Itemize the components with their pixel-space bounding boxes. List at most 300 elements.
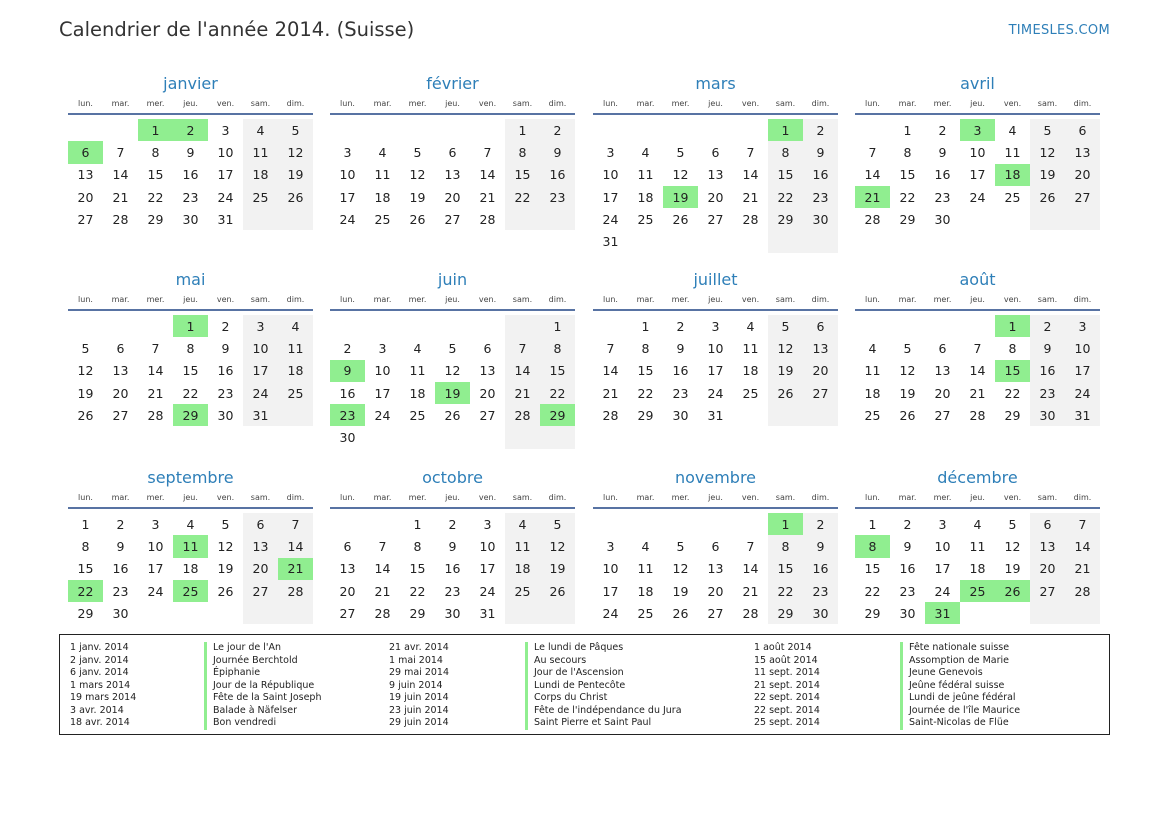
day-cell[interactable]: 16: [339, 385, 356, 401]
day-cell[interactable]: 10: [479, 538, 496, 554]
day-cell[interactable]: 30: [934, 211, 951, 227]
day-cell[interactable]: 14: [147, 363, 164, 379]
day-cell[interactable]: 4: [973, 516, 982, 532]
day-cell[interactable]: 14: [864, 167, 881, 183]
day-cell[interactable]: 27: [112, 407, 129, 423]
day-cell[interactable]: 17: [602, 583, 619, 599]
day-cell[interactable]: 12: [1030, 141, 1065, 163]
day-cell[interactable]: 5: [1030, 119, 1065, 141]
day-cell[interactable]: 3: [151, 516, 160, 532]
day-cell[interactable]: 22: [147, 189, 164, 205]
day-cell[interactable]: 2: [116, 516, 125, 532]
day-cell[interactable]: 18: [742, 363, 759, 379]
day-cell[interactable]: 14: [374, 561, 391, 577]
day-cell[interactable]: 10: [374, 363, 391, 379]
day-cell[interactable]: 24: [217, 189, 234, 205]
day-cell[interactable]: 9: [803, 141, 838, 163]
day-cell[interactable]: 4: [1008, 122, 1017, 138]
day-cell[interactable]: 2: [676, 318, 685, 334]
day-cell[interactable]: 16: [444, 561, 461, 577]
day-cell[interactable]: 21: [742, 583, 759, 599]
day-cell[interactable]: 15: [899, 167, 916, 183]
day-cell[interactable]: 17: [1065, 360, 1100, 382]
day-cell[interactable]: 20: [77, 189, 94, 205]
day-cell[interactable]: 8: [540, 337, 575, 359]
day-cell[interactable]: 6: [938, 340, 947, 356]
day-cell[interactable]: 3: [221, 122, 230, 138]
holiday-day-cell[interactable]: 18: [995, 164, 1030, 186]
day-cell[interactable]: 11: [637, 561, 654, 577]
day-cell[interactable]: 6: [116, 340, 125, 356]
day-cell[interactable]: 29: [1004, 407, 1021, 423]
day-cell[interactable]: 12: [77, 363, 94, 379]
day-cell[interactable]: 15: [540, 360, 575, 382]
day-cell[interactable]: 30: [339, 430, 356, 446]
day-cell[interactable]: 3: [243, 315, 278, 337]
day-cell[interactable]: 22: [768, 580, 803, 602]
holiday-day-cell[interactable]: 1: [138, 119, 173, 141]
day-cell[interactable]: 13: [707, 561, 724, 577]
day-cell[interactable]: 18: [864, 385, 881, 401]
day-cell[interactable]: 12: [1004, 538, 1021, 554]
day-cell[interactable]: 13: [479, 363, 496, 379]
holiday-day-cell[interactable]: 15: [995, 360, 1030, 382]
day-cell[interactable]: 8: [1008, 340, 1017, 356]
day-cell[interactable]: 27: [339, 605, 356, 621]
day-cell[interactable]: 10: [934, 538, 951, 554]
day-cell[interactable]: 2: [540, 119, 575, 141]
day-cell[interactable]: 22: [768, 186, 803, 208]
day-cell[interactable]: 22: [864, 583, 881, 599]
day-cell[interactable]: 4: [868, 340, 877, 356]
day-cell[interactable]: 17: [374, 385, 391, 401]
day-cell[interactable]: 14: [112, 167, 129, 183]
day-cell[interactable]: 12: [672, 167, 689, 183]
brand-link[interactable]: TIMESLES.COM: [1008, 23, 1110, 38]
day-cell[interactable]: 26: [77, 407, 94, 423]
holiday-day-cell[interactable]: 21: [278, 558, 313, 580]
day-cell[interactable]: 14: [602, 363, 619, 379]
day-cell[interactable]: 8: [186, 340, 195, 356]
day-cell[interactable]: 25: [505, 580, 540, 602]
day-cell[interactable]: 19: [768, 360, 803, 382]
holiday-day-cell[interactable]: 1: [173, 315, 208, 337]
day-cell[interactable]: 12: [899, 363, 916, 379]
day-cell[interactable]: 29: [768, 208, 803, 230]
day-cell[interactable]: 8: [768, 141, 803, 163]
day-cell[interactable]: 4: [641, 538, 650, 554]
day-cell[interactable]: 8: [641, 340, 650, 356]
day-cell[interactable]: 20: [803, 360, 838, 382]
day-cell[interactable]: 20: [112, 385, 129, 401]
day-cell[interactable]: 28: [147, 407, 164, 423]
day-cell[interactable]: 27: [707, 605, 724, 621]
day-cell[interactable]: 29: [899, 211, 916, 227]
day-cell[interactable]: 15: [768, 558, 803, 580]
holiday-day-cell[interactable]: 21: [855, 186, 890, 208]
day-cell[interactable]: 19: [1030, 164, 1065, 186]
holiday-day-cell[interactable]: 1: [768, 119, 803, 141]
day-cell[interactable]: 23: [672, 385, 689, 401]
day-cell[interactable]: 22: [409, 583, 426, 599]
day-cell[interactable]: 13: [1065, 141, 1100, 163]
day-cell[interactable]: 10: [707, 340, 724, 356]
day-cell[interactable]: 7: [973, 340, 982, 356]
day-cell[interactable]: 26: [278, 186, 313, 208]
day-cell[interactable]: 11: [374, 167, 391, 183]
day-cell[interactable]: 30: [1030, 404, 1065, 426]
day-cell[interactable]: 30: [217, 407, 234, 423]
day-cell[interactable]: 12: [217, 538, 234, 554]
day-cell[interactable]: 5: [676, 538, 685, 554]
day-cell[interactable]: 8: [768, 535, 803, 557]
day-cell[interactable]: 12: [540, 535, 575, 557]
day-cell[interactable]: 7: [606, 340, 615, 356]
day-cell[interactable]: 25: [278, 382, 313, 404]
day-cell[interactable]: 14: [742, 561, 759, 577]
day-cell[interactable]: 9: [186, 144, 195, 160]
day-cell[interactable]: 4: [746, 318, 755, 334]
day-cell[interactable]: 23: [444, 583, 461, 599]
day-cell[interactable]: 30: [182, 211, 199, 227]
day-cell[interactable]: 18: [969, 561, 986, 577]
day-cell[interactable]: 10: [969, 144, 986, 160]
day-cell[interactable]: 10: [1065, 337, 1100, 359]
day-cell[interactable]: 13: [112, 363, 129, 379]
day-cell[interactable]: 19: [409, 189, 426, 205]
day-cell[interactable]: 11: [637, 167, 654, 183]
day-cell[interactable]: 21: [1065, 558, 1100, 580]
day-cell[interactable]: 2: [938, 122, 947, 138]
day-cell[interactable]: 17: [339, 189, 356, 205]
day-cell[interactable]: 28: [969, 407, 986, 423]
holiday-day-cell[interactable]: 29: [540, 404, 575, 426]
day-cell[interactable]: 10: [339, 167, 356, 183]
day-cell[interactable]: 17: [602, 189, 619, 205]
day-cell[interactable]: 25: [374, 211, 391, 227]
day-cell[interactable]: 12: [444, 363, 461, 379]
day-cell[interactable]: 5: [413, 144, 422, 160]
day-cell[interactable]: 28: [479, 211, 496, 227]
day-cell[interactable]: 24: [969, 189, 986, 205]
day-cell[interactable]: 22: [182, 385, 199, 401]
holiday-day-cell[interactable]: 2: [173, 119, 208, 141]
day-cell[interactable]: 17: [243, 360, 278, 382]
day-cell[interactable]: 19: [899, 385, 916, 401]
day-cell[interactable]: 12: [672, 561, 689, 577]
day-cell[interactable]: 24: [1065, 382, 1100, 404]
day-cell[interactable]: 7: [505, 337, 540, 359]
day-cell[interactable]: 11: [742, 340, 759, 356]
day-cell[interactable]: 21: [112, 189, 129, 205]
day-cell[interactable]: 28: [1065, 580, 1100, 602]
day-cell[interactable]: 19: [278, 164, 313, 186]
holiday-day-cell[interactable]: 19: [663, 186, 698, 208]
day-cell[interactable]: 6: [343, 538, 352, 554]
day-cell[interactable]: 1: [903, 122, 912, 138]
day-cell[interactable]: 5: [221, 516, 230, 532]
day-cell[interactable]: 3: [938, 516, 947, 532]
day-cell[interactable]: 3: [1065, 315, 1100, 337]
day-cell[interactable]: 15: [864, 561, 881, 577]
day-cell[interactable]: 15: [182, 363, 199, 379]
day-cell[interactable]: 19: [540, 558, 575, 580]
day-cell[interactable]: 20: [1030, 558, 1065, 580]
day-cell[interactable]: 17: [707, 363, 724, 379]
day-cell[interactable]: 7: [1065, 513, 1100, 535]
day-cell[interactable]: 23: [803, 186, 838, 208]
day-cell[interactable]: 17: [969, 167, 986, 183]
holiday-day-cell[interactable]: 23: [330, 404, 365, 426]
day-cell[interactable]: 3: [606, 538, 615, 554]
day-cell[interactable]: 12: [278, 141, 313, 163]
day-cell[interactable]: 27: [803, 382, 838, 404]
day-cell[interactable]: 2: [448, 516, 457, 532]
day-cell[interactable]: 8: [903, 144, 912, 160]
day-cell[interactable]: 5: [676, 144, 685, 160]
day-cell[interactable]: 6: [711, 538, 720, 554]
day-cell[interactable]: 6: [1065, 119, 1100, 141]
day-cell[interactable]: 13: [243, 535, 278, 557]
day-cell[interactable]: 13: [1030, 535, 1065, 557]
day-cell[interactable]: 14: [278, 535, 313, 557]
day-cell[interactable]: 18: [409, 385, 426, 401]
day-cell[interactable]: 4: [505, 513, 540, 535]
day-cell[interactable]: 15: [409, 561, 426, 577]
day-cell[interactable]: 11: [505, 535, 540, 557]
day-cell[interactable]: 5: [768, 315, 803, 337]
day-cell[interactable]: 7: [746, 538, 755, 554]
day-cell[interactable]: 25: [637, 211, 654, 227]
day-cell[interactable]: 27: [444, 211, 461, 227]
day-cell[interactable]: 23: [803, 580, 838, 602]
day-cell[interactable]: 24: [479, 583, 496, 599]
day-cell[interactable]: 21: [969, 385, 986, 401]
holiday-day-cell[interactable]: 19: [435, 382, 470, 404]
day-cell[interactable]: 2: [343, 340, 352, 356]
day-cell[interactable]: 22: [540, 382, 575, 404]
holiday-day-cell[interactable]: 1: [768, 513, 803, 535]
day-cell[interactable]: 5: [81, 340, 90, 356]
day-cell[interactable]: 17: [479, 561, 496, 577]
day-cell[interactable]: 24: [707, 385, 724, 401]
day-cell[interactable]: 16: [217, 363, 234, 379]
day-cell[interactable]: 6: [483, 340, 492, 356]
day-cell[interactable]: 31: [602, 234, 619, 250]
day-cell[interactable]: 30: [444, 605, 461, 621]
day-cell[interactable]: 18: [374, 189, 391, 205]
day-cell[interactable]: 29: [77, 605, 94, 621]
day-cell[interactable]: 9: [116, 538, 125, 554]
day-cell[interactable]: 10: [217, 144, 234, 160]
day-cell[interactable]: 3: [343, 144, 352, 160]
day-cell[interactable]: 14: [1065, 535, 1100, 557]
day-cell[interactable]: 28: [278, 580, 313, 602]
day-cell[interactable]: 20: [444, 189, 461, 205]
day-cell[interactable]: 29: [147, 211, 164, 227]
day-cell[interactable]: 4: [641, 144, 650, 160]
day-cell[interactable]: 25: [864, 407, 881, 423]
day-cell[interactable]: 5: [1008, 516, 1017, 532]
day-cell[interactable]: 23: [182, 189, 199, 205]
holiday-day-cell[interactable]: 3: [960, 119, 995, 141]
day-cell[interactable]: 25: [742, 385, 759, 401]
day-cell[interactable]: 31: [1065, 404, 1100, 426]
day-cell[interactable]: 3: [711, 318, 720, 334]
day-cell[interactable]: 7: [278, 513, 313, 535]
day-cell[interactable]: 2: [1030, 315, 1065, 337]
holiday-day-cell[interactable]: 31: [925, 602, 960, 624]
day-cell[interactable]: 26: [444, 407, 461, 423]
day-cell[interactable]: 13: [77, 167, 94, 183]
holiday-day-cell[interactable]: 8: [855, 535, 890, 557]
day-cell[interactable]: 11: [1004, 144, 1021, 160]
day-cell[interactable]: 30: [899, 605, 916, 621]
day-cell[interactable]: 15: [637, 363, 654, 379]
holiday-day-cell[interactable]: 25: [960, 580, 995, 602]
holiday-day-cell[interactable]: 1: [995, 315, 1030, 337]
day-cell[interactable]: 24: [243, 382, 278, 404]
day-cell[interactable]: 8: [81, 538, 90, 554]
day-cell[interactable]: 9: [448, 538, 457, 554]
day-cell[interactable]: 16: [934, 167, 951, 183]
day-cell[interactable]: 17: [934, 561, 951, 577]
day-cell[interactable]: 8: [505, 141, 540, 163]
day-cell[interactable]: 7: [378, 538, 387, 554]
day-cell[interactable]: 9: [676, 340, 685, 356]
day-cell[interactable]: 18: [505, 558, 540, 580]
day-cell[interactable]: 7: [746, 144, 755, 160]
day-cell[interactable]: 16: [1030, 360, 1065, 382]
day-cell[interactable]: 1: [540, 315, 575, 337]
day-cell[interactable]: 31: [707, 407, 724, 423]
day-cell[interactable]: 4: [278, 315, 313, 337]
day-cell[interactable]: 13: [444, 167, 461, 183]
day-cell[interactable]: 22: [899, 189, 916, 205]
day-cell[interactable]: 31: [243, 404, 278, 426]
day-cell[interactable]: 29: [864, 605, 881, 621]
day-cell[interactable]: 13: [803, 337, 838, 359]
day-cell[interactable]: 27: [1030, 580, 1065, 602]
day-cell[interactable]: 4: [243, 119, 278, 141]
day-cell[interactable]: 20: [1065, 164, 1100, 186]
day-cell[interactable]: 15: [768, 164, 803, 186]
day-cell[interactable]: 3: [378, 340, 387, 356]
day-cell[interactable]: 20: [243, 558, 278, 580]
day-cell[interactable]: 4: [413, 340, 422, 356]
day-cell[interactable]: 2: [803, 119, 838, 141]
day-cell[interactable]: 30: [803, 208, 838, 230]
day-cell[interactable]: 19: [1004, 561, 1021, 577]
day-cell[interactable]: 24: [602, 211, 619, 227]
day-cell[interactable]: 30: [672, 407, 689, 423]
day-cell[interactable]: 21: [602, 385, 619, 401]
day-cell[interactable]: 21: [479, 189, 496, 205]
day-cell[interactable]: 20: [707, 189, 724, 205]
day-cell[interactable]: 20: [479, 385, 496, 401]
day-cell[interactable]: 21: [505, 382, 540, 404]
day-cell[interactable]: 8: [151, 144, 160, 160]
day-cell[interactable]: 18: [243, 164, 278, 186]
day-cell[interactable]: 18: [278, 360, 313, 382]
day-cell[interactable]: 1: [505, 119, 540, 141]
day-cell[interactable]: 26: [768, 382, 803, 404]
day-cell[interactable]: 13: [339, 561, 356, 577]
day-cell[interactable]: 16: [112, 561, 129, 577]
day-cell[interactable]: 8: [413, 538, 422, 554]
day-cell[interactable]: 26: [672, 605, 689, 621]
holiday-day-cell[interactable]: 29: [173, 404, 208, 426]
day-cell[interactable]: 18: [637, 189, 654, 205]
day-cell[interactable]: 6: [448, 144, 457, 160]
day-cell[interactable]: 14: [742, 167, 759, 183]
day-cell[interactable]: 10: [147, 538, 164, 554]
day-cell[interactable]: 28: [505, 404, 540, 426]
day-cell[interactable]: 16: [540, 164, 575, 186]
day-cell[interactable]: 20: [934, 385, 951, 401]
holiday-day-cell[interactable]: 11: [173, 535, 208, 557]
day-cell[interactable]: 16: [803, 164, 838, 186]
day-cell[interactable]: 26: [1030, 186, 1065, 208]
day-cell[interactable]: 14: [505, 360, 540, 382]
day-cell[interactable]: 13: [934, 363, 951, 379]
day-cell[interactable]: 28: [742, 605, 759, 621]
day-cell[interactable]: 24: [374, 407, 391, 423]
day-cell[interactable]: 21: [374, 583, 391, 599]
day-cell[interactable]: 3: [606, 144, 615, 160]
day-cell[interactable]: 1: [413, 516, 422, 532]
day-cell[interactable]: 20: [707, 583, 724, 599]
day-cell[interactable]: 30: [803, 602, 838, 624]
day-cell[interactable]: 15: [77, 561, 94, 577]
day-cell[interactable]: 26: [899, 407, 916, 423]
day-cell[interactable]: 9: [903, 538, 912, 554]
day-cell[interactable]: 5: [278, 119, 313, 141]
day-cell[interactable]: 15: [505, 164, 540, 186]
day-cell[interactable]: 11: [243, 141, 278, 163]
day-cell[interactable]: 12: [768, 337, 803, 359]
day-cell[interactable]: 10: [243, 337, 278, 359]
day-cell[interactable]: 9: [221, 340, 230, 356]
day-cell[interactable]: 16: [803, 558, 838, 580]
day-cell[interactable]: 18: [182, 561, 199, 577]
day-cell[interactable]: 31: [217, 211, 234, 227]
day-cell[interactable]: 20: [339, 583, 356, 599]
day-cell[interactable]: 26: [672, 211, 689, 227]
day-cell[interactable]: 6: [803, 315, 838, 337]
day-cell[interactable]: 7: [483, 144, 492, 160]
day-cell[interactable]: 23: [540, 186, 575, 208]
day-cell[interactable]: 27: [934, 407, 951, 423]
day-cell[interactable]: 24: [602, 605, 619, 621]
day-cell[interactable]: 27: [707, 211, 724, 227]
day-cell[interactable]: 28: [374, 605, 391, 621]
day-cell[interactable]: 24: [147, 583, 164, 599]
day-cell[interactable]: 11: [864, 363, 881, 379]
day-cell[interactable]: 1: [81, 516, 90, 532]
day-cell[interactable]: 23: [1030, 382, 1065, 404]
day-cell[interactable]: 13: [707, 167, 724, 183]
day-cell[interactable]: 11: [409, 363, 426, 379]
holiday-day-cell[interactable]: 6: [68, 141, 103, 163]
day-cell[interactable]: 5: [448, 340, 457, 356]
day-cell[interactable]: 6: [243, 513, 278, 535]
day-cell[interactable]: 17: [217, 167, 234, 183]
day-cell[interactable]: 4: [378, 144, 387, 160]
day-cell[interactable]: 26: [217, 583, 234, 599]
day-cell[interactable]: 10: [602, 167, 619, 183]
day-cell[interactable]: 25: [1004, 189, 1021, 205]
